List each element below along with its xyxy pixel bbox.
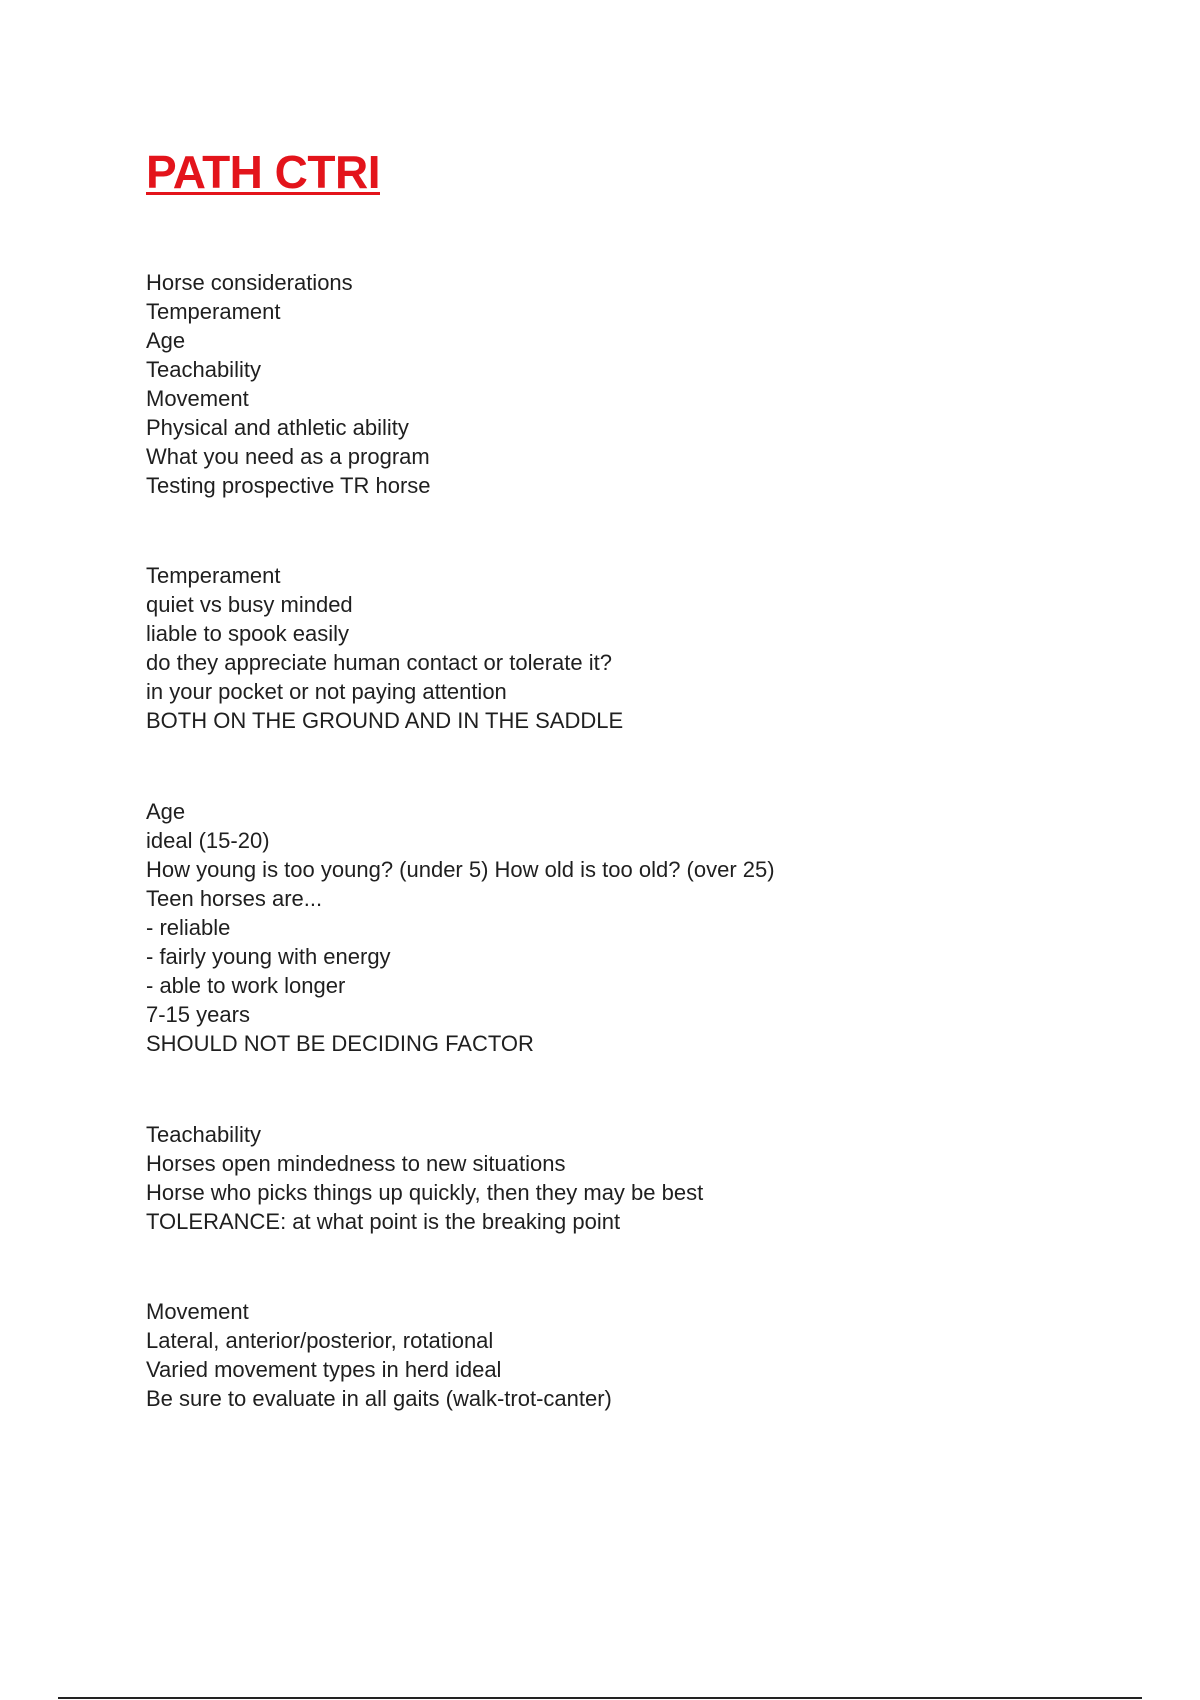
list-item: - reliable [146,915,231,940]
list-item: Age [146,328,186,353]
list-item: Physical and athletic ability [146,415,409,440]
list-item: Horse who picks things up quickly, then they may be best [146,1180,704,1205]
list-item: Testing prospective TR horse [146,473,431,498]
section-heading: Temperament [146,563,281,588]
list-item: Temperament [146,299,281,324]
list-item: liable to spook easily [146,621,350,646]
section-heading: Teachability [146,1122,261,1147]
list-item: Movement [146,386,249,411]
section-heading: Movement [146,1299,249,1324]
list-item: What you need as a program [146,444,430,469]
list-item: SHOULD NOT BE DECIDING FACTOR [146,1031,534,1056]
section-movement [146,1297,612,1413]
list-item: Teachability [146,357,261,382]
list-item: BOTH ON THE GROUND AND IN THE SADDLE [146,708,624,733]
section-age [146,797,775,1058]
list-item: in your pocket or not paying attention [146,679,507,704]
bottom-divider [58,1697,1142,1699]
list-item: TOLERANCE: at what point is the breaking point [146,1209,621,1234]
list-item: Horses open mindedness to new situations [146,1151,566,1176]
list-item: Be sure to evaluate in all gaits (walk-trot-canter) [146,1386,612,1411]
list-item: do they appreciate human contact or tolerate it? [146,650,612,675]
section-heading: Horse considerations [146,270,353,295]
section-heading: Age [146,799,186,824]
list-item: Teen horses are... [146,886,323,911]
list-item: How young is too young? (under 5) How old is too old? (over 25) [146,857,775,882]
list-item: quiet vs busy minded [146,592,353,617]
list-item: Varied movement types in herd ideal [146,1357,502,1382]
section-horse-considerations [146,268,431,500]
section-temperament [146,561,623,735]
list-item: Lateral, anterior/posterior, rotational [146,1328,494,1353]
list-item: - fairly young with energy [146,944,391,969]
page-title: PATH CTRI [146,146,380,198]
list-item: ideal (15-20) [146,828,270,853]
section-teachability [146,1120,703,1236]
list-item: 7-15 years [146,1002,250,1027]
list-item: - able to work longer [146,973,346,998]
